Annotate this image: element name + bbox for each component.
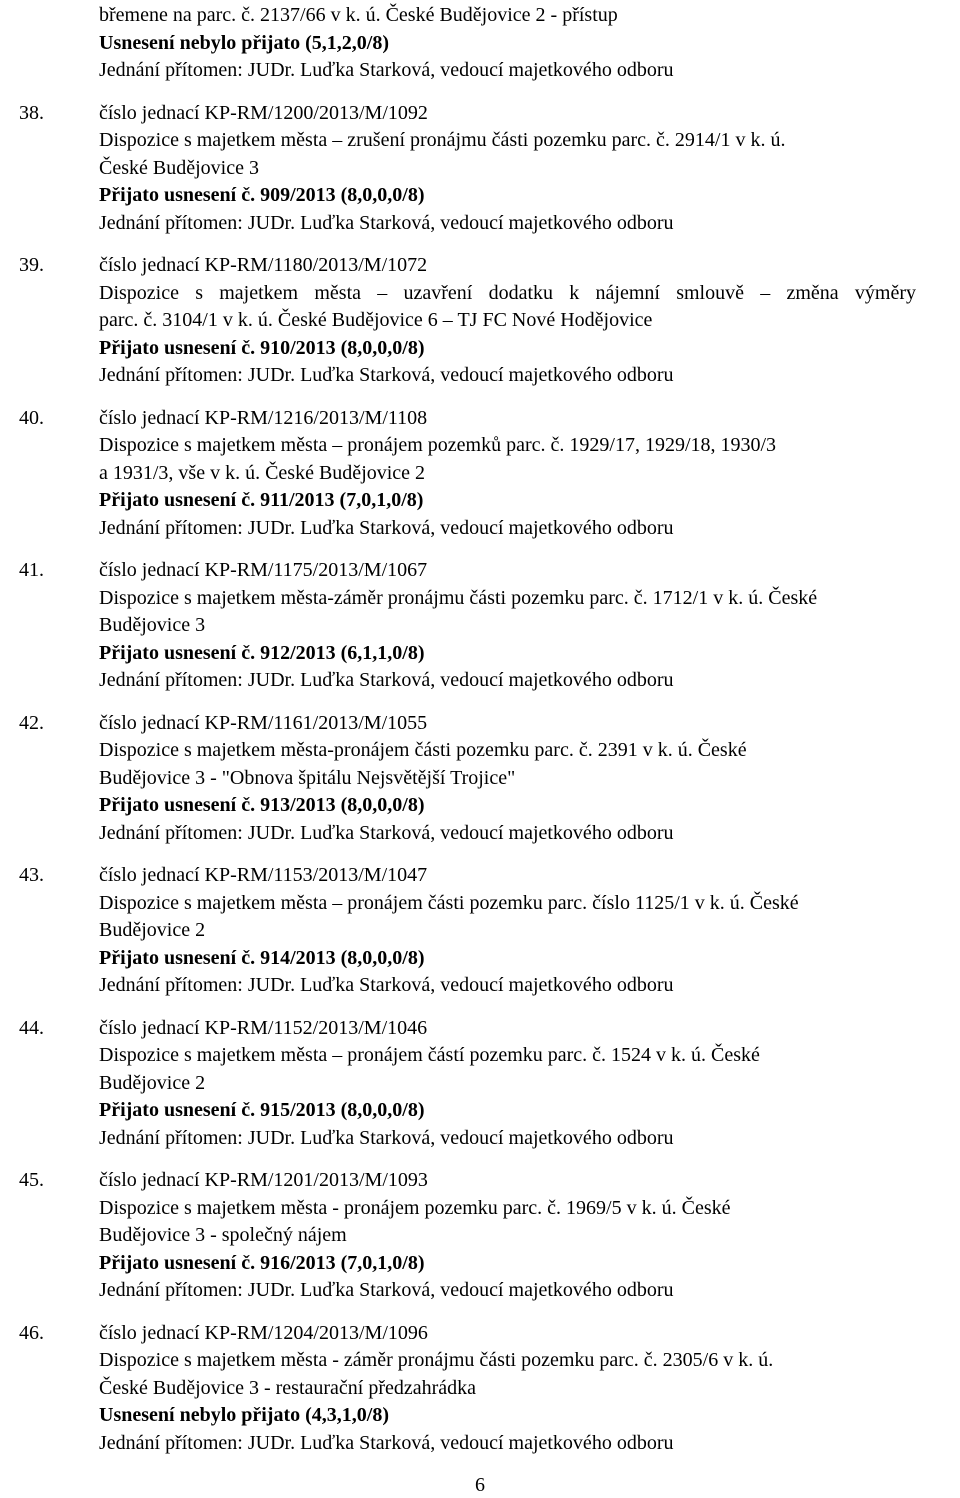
agenda-item [0, 542, 960, 695]
agenda-item [0, 695, 960, 848]
attendance-note: Jednání přítomen: JUDr. Luďka Starková, vedoucí majetkového odboru [99, 59, 674, 81]
description-text: České Budějovice 3 [99, 156, 259, 179]
attendance-note: Jednání přítomen: JUDr. Luďka Starková, vedoucí majetkového odboru [99, 821, 674, 844]
item-description-line [0, 917, 960, 945]
reference-number: číslo jednací KP-RM/1200/2013/M/1092 [99, 101, 428, 124]
reference-number: číslo jednací KP-RM/1152/2013/M/1046 [99, 1016, 428, 1039]
agenda-item-number: 39. [19, 254, 44, 276]
resolution-result: Usnesení nebylo přijato (4,3,1,0/8) [99, 1404, 389, 1426]
item-description-line [0, 585, 960, 613]
agenda-item-header [0, 710, 960, 738]
agenda-item-header [0, 862, 960, 890]
reference-number: číslo jednací KP-RM/1216/2013/M/1108 [99, 406, 428, 429]
resolution-result: Přijato usnesení č. 916/2013 (7,0,1,0/8) [99, 1251, 425, 1274]
agenda-item-number: 40. [19, 406, 44, 429]
reference-number: číslo jednací KP-RM/1153/2013/M/1047 [99, 864, 428, 886]
item-description-line [0, 1195, 960, 1223]
attendance-note: Jednání přítomen: JUDr. Luďka Starková, vedoucí majetkového odboru [99, 211, 674, 234]
description-text: Budějovice 3 - "Obnova špitálu Nejsvětější Trojice" [99, 766, 516, 789]
description-text: Budějovice 2 [99, 1071, 206, 1094]
item-description-line [0, 1042, 960, 1070]
agenda-items [0, 85, 960, 1458]
resolution-result: Přijato usnesení č. 910/2013 (8,0,0,0/8) [99, 336, 425, 359]
agenda-item-header [0, 1015, 960, 1043]
agenda-item-header [0, 557, 960, 585]
item-description-line [0, 765, 960, 793]
agenda-item [0, 237, 960, 390]
description-text: Budějovice 2 [99, 919, 206, 941]
agenda-item-number: 45. [19, 1169, 44, 1191]
item-description-line [0, 460, 960, 488]
description-text: Dispozice s majetkem města – uzavření dodatku k nájemní smlouvě – změna výměry [99, 281, 916, 304]
description-text: Dispozice s majetkem města - záměr pronájmu části pozemku parc. č. 2305/6 v k. ú. [99, 1349, 774, 1371]
item-description-line [0, 737, 960, 765]
description-text: Dispozice s majetkem města – pronájem částí pozemku parc. č. 1524 v k. ú. České [99, 1044, 760, 1066]
agenda-item-number: 43. [19, 864, 44, 886]
agenda-item-number: 41. [19, 559, 44, 581]
item-description-line [0, 155, 960, 183]
agenda-item [0, 85, 960, 238]
description-text: Dispozice s majetkem města – pronájem části pozemku parc. číslo 1125/1 v k. ú. České [99, 891, 799, 914]
agenda-item-header [0, 1167, 960, 1195]
resolution-result: Přijato usnesení č. 912/2013 (6,1,1,0/8) [99, 641, 425, 664]
attendance-note: Jednání přítomen: JUDr. Luďka Starková, vedoucí majetkového odboru [99, 1279, 674, 1301]
description-text: Dispozice s majetkem města-pronájem části pozemku parc. č. 2391 v k. ú. České [99, 739, 747, 761]
reference-number: číslo jednací KP-RM/1201/2013/M/1093 [99, 1169, 428, 1191]
page-number: 6 [475, 1474, 485, 1496]
agenda-item [0, 1152, 960, 1305]
attendance-note: Jednání přítomen: JUDr. Luďka Starková, vedoucí majetkového odboru [99, 669, 674, 691]
resolution-result: Přijato usnesení č. 915/2013 (8,0,0,0/8) [99, 1099, 425, 1121]
attendance-note: Jednání přítomen: JUDr. Luďka Starková, vedoucí majetkového odboru [99, 1431, 674, 1454]
resolution-result: Přijato usnesení č. 909/2013 (8,0,0,0/8) [99, 184, 425, 206]
agenda-item-number: 46. [19, 1321, 44, 1344]
item-description-line [0, 612, 960, 640]
description-text: a 1931/3, vše v k. ú. České Budějovice 2 [99, 461, 426, 484]
agenda-item-number: 42. [19, 711, 44, 734]
item-description-line [0, 307, 960, 335]
agenda-item-header [0, 1320, 960, 1348]
description-text: Dispozice s majetkem města - pronájem pozemku parc. č. 1969/5 v k. ú. České [99, 1196, 731, 1219]
reference-number: číslo jednací KP-RM/1175/2013/M/1067 [99, 559, 428, 581]
description-text: parc. č. 3104/1 v k. ú. České Budějovice 6 – TJ FC Nové Hodějovice [99, 309, 653, 331]
agenda-item [0, 847, 960, 1000]
attendance-note: Jednání přítomen: JUDr. Luďka Starková, vedoucí majetkového odboru [99, 974, 674, 996]
item-description-line [0, 280, 960, 308]
description-text: Dispozice s majetkem města – zrušení pronájmu části pozemku parc. č. 2914/1 v k. ú. [99, 129, 786, 151]
agenda-item-header [0, 405, 960, 433]
agenda-item-number: 44. [19, 1016, 44, 1039]
agenda-item [0, 1000, 960, 1153]
attendance-note: Jednání přítomen: JUDr. Luďka Starková, vedoucí majetkového odboru [99, 364, 674, 386]
item-description-line [0, 1375, 960, 1403]
reference-number: číslo jednací KP-RM/1204/2013/M/1096 [99, 1321, 428, 1344]
description-text: Budějovice 3 [99, 614, 206, 636]
attendance-note: Jednání přítomen: JUDr. Luďka Starková, vedoucí majetkového odboru [99, 516, 674, 539]
reference-number: číslo jednací KP-RM/1161/2013/M/1055 [99, 711, 428, 734]
agenda-item-number: 38. [19, 101, 44, 124]
resolution-result: Přijato usnesení č. 913/2013 (8,0,0,0/8) [99, 794, 425, 816]
item-description-line [0, 432, 960, 460]
item-description-line [0, 1347, 960, 1375]
description-text: Dispozice s majetkem města – pronájem pozemků parc. č. 1929/17, 1929/18, 1930/3 [99, 434, 777, 456]
continued-item [0, 0, 960, 85]
reference-number: číslo jednací KP-RM/1180/2013/M/1072 [99, 254, 428, 276]
agenda-item-header [0, 252, 960, 280]
item-description-line [0, 890, 960, 918]
resolution-result: Usnesení nebylo přijato (5,1,2,0/8) [99, 31, 389, 54]
item-description-line [0, 1070, 960, 1098]
description-text: Budějovice 3 - společný nájem [99, 1224, 347, 1246]
resolution-result: Přijato usnesení č. 911/2013 (7,0,1,0/8) [99, 489, 424, 511]
agenda-item-header [0, 100, 960, 128]
item-description-line: břemene na parc. č. 2137/66 v k. ú. České Budějovice 2 - přístup [99, 4, 618, 26]
item-description-line [0, 1222, 960, 1250]
agenda-item [0, 390, 960, 543]
description-text: České Budějovice 3 - restaurační předzahrádka [99, 1376, 477, 1399]
resolution-result: Přijato usnesení č. 914/2013 (8,0,0,0/8) [99, 946, 425, 969]
description-text: Dispozice s majetkem města-záměr pronájmu části pozemku parc. č. 1712/1 v k. ú. České [99, 586, 818, 609]
attendance-note: Jednání přítomen: JUDr. Luďka Starková, vedoucí majetkového odboru [99, 1126, 674, 1149]
item-description-line [0, 127, 960, 155]
agenda-item [0, 1305, 960, 1458]
